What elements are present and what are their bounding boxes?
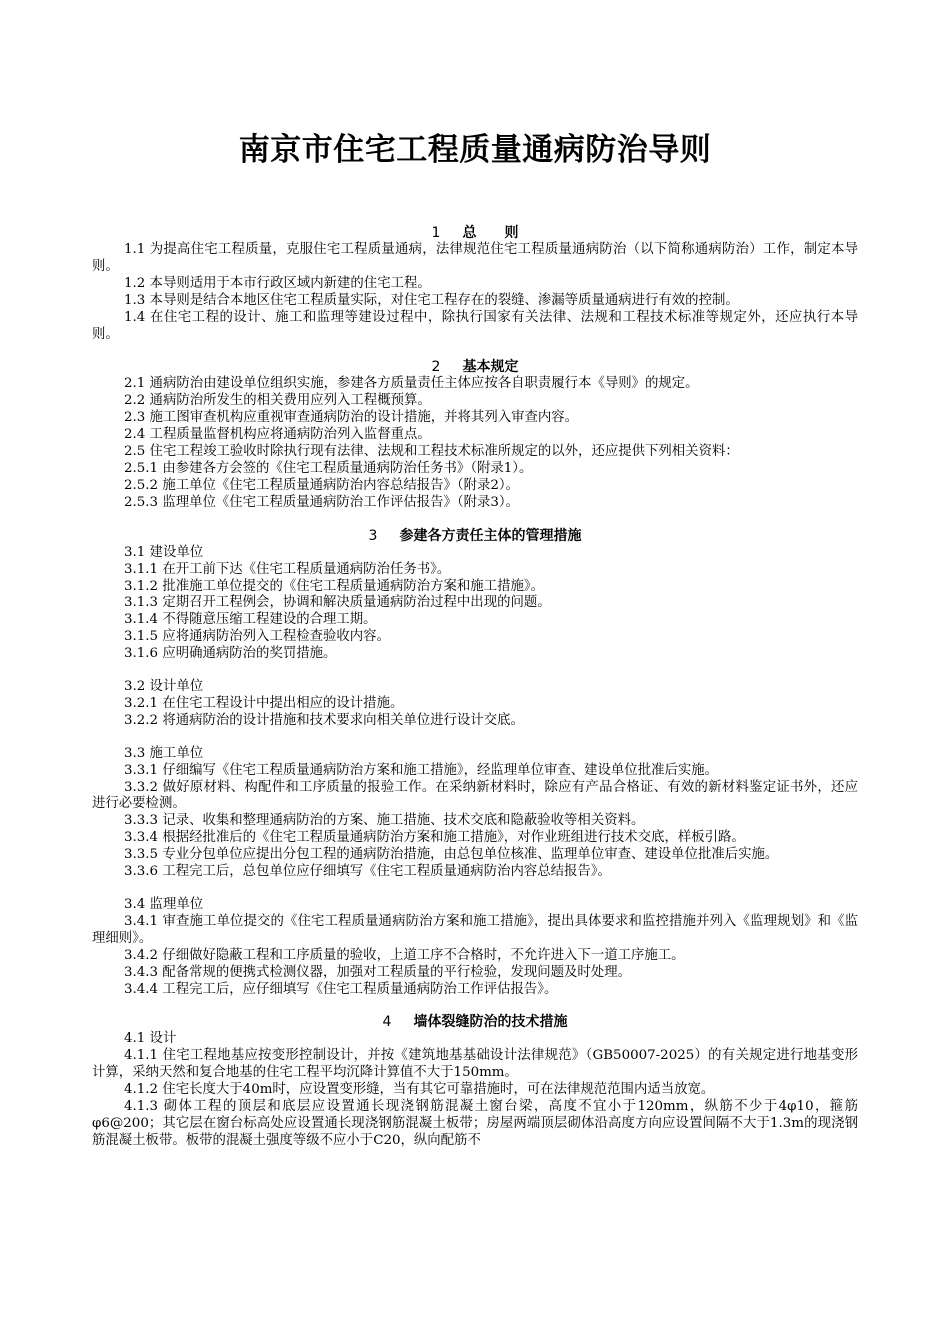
paragraph: 3.3.3 记录、收集和整理通病防治的方案、施工措施、技术交底和隐蔽验收等相关资料。 (124, 813, 645, 829)
paragraph: 1.2 本导则适用于本市行政区域内新建的住宅工程。 (124, 275, 431, 291)
paragraph: 3.4.2 仔细做好隐蔽工程和工序质量的验收，上道工序不合格时，不允许进入下一道工序施工。 (124, 947, 685, 963)
section-number: 1 (431, 225, 441, 241)
paragraph: 2.4 工程质量监督机构应将通病防治列入监督重点。 (124, 427, 431, 443)
paragraph: 2.5 住宅工程竣工验收时除执行现有法律、法规和工程技术标准所规定的以外，还应提供下列相关资料： (124, 444, 739, 460)
paragraph: 2.3 施工图审查机构应重视审查通病防治的设计措施，并将其列入审查内容。 (124, 410, 579, 426)
section-title: 基本规定 (462, 359, 519, 376)
paragraph: 3.1.4 不得随意压缩工程建设的合理工期。 (124, 612, 377, 628)
section-heading-3 (92, 528, 858, 545)
section-heading-4 (92, 1014, 858, 1031)
paragraph: 1.1 为提高住宅工程质量，克服住宅工程质量通病，法律规范住宅工程质量通病防治（以下简称通病防治）工作，制定本导则。 (92, 242, 858, 274)
subsection-heading: 3.2 设计单位 (124, 679, 204, 695)
paragraph: 1.4 在住宅工程的设计、施工和监理等建设过程中，除执行国家有关法律、法规和工程技术标准等规定外，还应执行本导则。 (92, 309, 858, 342)
page-title: 南京市住宅工程质量通病防治导则 (238, 132, 712, 168)
subsection-heading: 3.4 监理单位 (124, 897, 204, 912)
paragraph: 2.5.2 施工单位《住宅工程质量通病防治内容总结报告》（附录2）。 (124, 477, 519, 493)
paragraph: 4.1.2 住宅长度大于40m时，应设置变形缝，当有其它可靠措施时，可在法律规范范围内适当放宽。 (124, 1082, 715, 1098)
paragraph: 3.1.2 批准施工单位提交的《住宅工程质量通病防治方案和施工措施》。 (124, 578, 544, 594)
paragraph: 3.3.2 做好原材料、构配件和工序质量的报验工作。在采纳新材料时，除应有产品合格证、有效的新材料鉴定证书外，还应进行必要检测。 (92, 779, 858, 812)
paragraph: 3.1.5 应将通病防治列入工程检查验收内容。 (124, 629, 390, 645)
paragraph: 3.1.3 定期召开工程例会，协调和解决质量通病防治过程中出现的问题。 (124, 595, 551, 611)
subsection-heading: 3.1 建设单位 (124, 544, 204, 560)
paragraph: 3.2.2 将通病防治的设计措施和技术要求向相关单位进行设计交底。 (124, 712, 524, 728)
paragraph: 2.5.3 监理单位《住宅工程质量通病防治工作评估报告》（附录3）。 (124, 494, 519, 510)
section-heading-1 (92, 225, 858, 242)
paragraph: 2.2 通病防治所发生的相关费用应列入工程概预算。 (124, 393, 431, 409)
section-number: 3 (368, 527, 378, 544)
paragraph: 4.1.3 砌体工程的顶层和底层应设置通长现浇钢筋混凝土窗台梁，高度不宜小于120mm，纵筋不少于4φ10，箍筋φ6@200；其它层在窗台标高处应设置通长现浇钢筋混凝土板带；房屋两端顶层砌体沿高度方向应设置间隔不大于1.3m的现浇钢筋混凝土板带。板带的混凝土强度等级不应小于C20，纵向配筋不 (92, 1099, 858, 1148)
section-number: 2 (431, 359, 441, 376)
paragraph: 3.1.1 在开工前下达《住宅工程质量通病防治任务书》。 (124, 561, 451, 577)
paragraph: 3.4.3 配备常规的便携式检测仪器，加强对工程质量的平行检验，发现问题及时处理。 (124, 964, 631, 980)
paragraph: 3.4.4 工程完工后，应仔细填写《住宅工程质量通病防治工作评估报告》。 (124, 981, 558, 997)
section-title: 总 则 (462, 225, 519, 241)
section-title: 参建各方责任主体的管理措施 (399, 527, 582, 544)
paragraph: 2.1 通病防治由建设单位组织实施，参建各方质量责任主体应按各自职责履行本《导则》的规定。 (124, 376, 699, 392)
document-body (92, 225, 858, 1150)
paragraph: 3.2.1 在住宅工程设计中提出相应的设计措施。 (124, 695, 404, 711)
section-number: 4 (382, 1014, 392, 1031)
paragraph: 3.3.1 仔细编写《住宅工程质量通病防治方案和施工措施》，经监理单位审查、建设单位批准后实施。 (124, 762, 719, 778)
subsection-heading: 4.1 设计 (124, 1031, 177, 1047)
paragraph: 3.3.4 根据经批准后的《住宅工程质量通病防治方案和施工措施》，对作业班组进行技术交底，样板引路。 (124, 830, 745, 846)
paragraph: 1.3 本导则是结合本地区住宅工程质量实际，对住宅工程存在的裂缝、渗漏等质量通病进行有效的控制。 (124, 292, 739, 308)
section-title: 墙体裂缝防治的技术措施 (413, 1014, 568, 1031)
paragraph: 3.4.1 审查施工单位提交的《住宅工程质量通病防治方案和施工措施》，提出具体要求和监控措施并列入《监理规划》和《监理细则》。 (92, 913, 858, 946)
paragraph: 4.1.1 住宅工程地基应按变形控制设计，并按《建筑地基基础设计法律规范》（GB50007-2025）的有关规定进行地基变形计算，采纳天然和复合地基的住宅工程平均沉降计算值不大于150mm。 (92, 1048, 858, 1081)
paragraph: 3.3.6 工程完工后，总包单位应仔细填写《住宅工程质量通病防治内容总结报告》。 (124, 864, 611, 880)
section-heading-2 (92, 359, 858, 376)
paragraph: 3.3.5 专业分包单位应提出分包工程的通病防治措施，由总包单位核准、监理单位审查、建设单位批准后实施。 (124, 847, 779, 863)
subsection-heading: 3.3 施工单位 (124, 745, 204, 761)
paragraph: 2.5.1 由参建各方会签的《住宅工程质量通病防治任务书》（附录1）。 (124, 460, 533, 476)
paragraph: 3.1.6 应明确通病防治的奖罚措施。 (124, 646, 337, 662)
